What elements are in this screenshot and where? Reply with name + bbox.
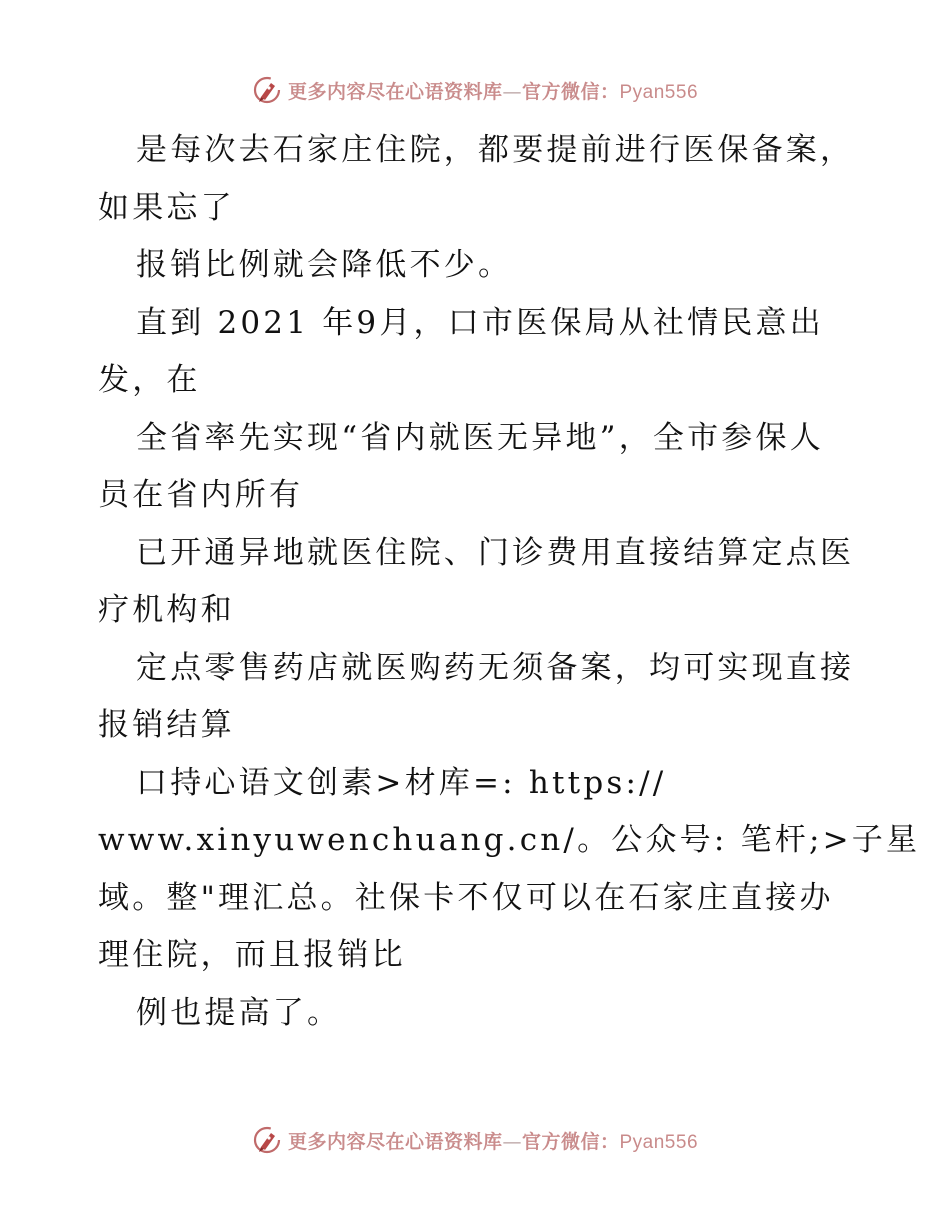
watermark-contact-label: 官方微信： xyxy=(521,1130,620,1153)
header-watermark xyxy=(0,70,950,110)
text-line: 报销比例就会降低不少。 xyxy=(136,247,513,283)
text-line: 疗机构和 xyxy=(98,592,235,628)
text-line: 报销结算 xyxy=(98,707,235,743)
watermark-separator: — xyxy=(502,1130,522,1153)
text-line: 直到 2021 年9月，口市医保局从社情民意出 xyxy=(136,304,824,341)
footer-watermark xyxy=(0,1120,950,1160)
text-line: 是每次去石家庄住院，都要提前进行医保备案， xyxy=(136,132,855,168)
watermark-group xyxy=(252,75,698,105)
watermark-contact-label: 官方微信： xyxy=(521,80,620,103)
watermark-contact-id: Pyan556 xyxy=(619,1131,699,1153)
text-line: 已开通异地就医住院、门诊费用直接结算定点医 xyxy=(136,534,855,571)
text-line: 员在省内所有 xyxy=(98,477,304,513)
document-body xyxy=(98,122,921,1042)
text-line: 发，在 xyxy=(98,362,201,398)
watermark-contact-id: Pyan556 xyxy=(619,81,699,103)
watermark-text xyxy=(288,77,698,104)
watermark-group xyxy=(252,1125,698,1155)
watermark-brand: 更多内容尽在心语资料库 xyxy=(287,80,503,103)
text-line: 例也提高了。 xyxy=(136,994,342,1031)
text-line: 全省率先实现“省内就医无异地”，全市参保人 xyxy=(136,419,824,456)
pen-nib-logo-icon xyxy=(252,75,282,105)
watermark-text xyxy=(288,1127,698,1154)
text-line: 定点零售药店就医购药无须备案，均可实现直接 xyxy=(136,649,855,686)
watermark-brand: 更多内容尽在心语资料库 xyxy=(287,1130,503,1153)
pen-nib-logo-icon xyxy=(252,1125,282,1155)
text-line: 如果忘了 xyxy=(98,189,235,226)
text-line: 口持心语文创素>材库=: https:// xyxy=(136,764,667,801)
text-line: 理住院，而且报销比 xyxy=(98,937,406,973)
text-line: 域。整"理汇总。社保卡不仅可以在石家庄直接办 xyxy=(98,879,834,916)
text-line: www.xinyuwenchuang.cn/。公众号: 笔杆;>子星 xyxy=(98,822,921,858)
watermark-separator: — xyxy=(502,80,522,103)
